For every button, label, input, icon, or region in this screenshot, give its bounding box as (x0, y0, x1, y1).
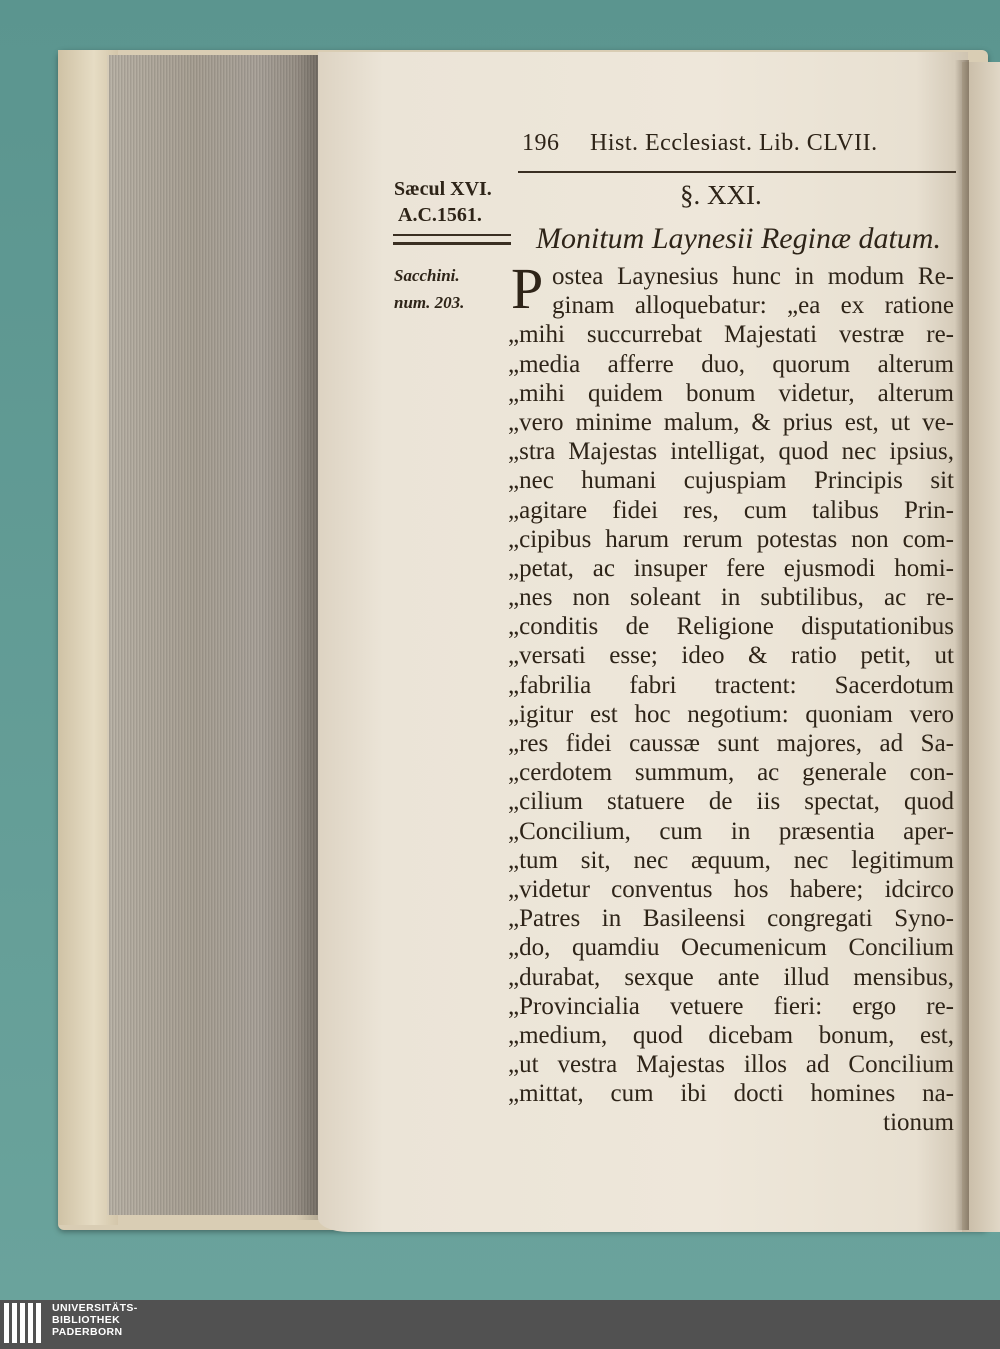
page-fore-edge (107, 55, 321, 1215)
text-line: „mihi quidem bonum videtur, alterum (508, 379, 954, 407)
text-line: „Patres in Basileensi congregati Syno- (508, 905, 954, 933)
margin-source: Sacchini. (394, 266, 460, 285)
text-line: „cilium statuere de iis spectat, quod (508, 788, 954, 816)
library-name (52, 1302, 138, 1338)
text-line: „Concilium, cum in præsentia aper- (508, 817, 954, 845)
text-line: „petat, ac insuper fere ejusmodi homi- (508, 554, 954, 582)
section-heading: Monitum Laynesii Reginæ datum. (536, 222, 941, 255)
running-header (522, 130, 956, 164)
library-logo-icon (4, 1303, 44, 1343)
text-line: ostea Laynesius hunc in modum Re- (552, 263, 954, 290)
drop-capital: P (511, 256, 544, 321)
page-gutter-shadow (955, 60, 969, 1230)
page-number: 196 (522, 130, 560, 156)
margin-rule (393, 234, 511, 245)
text-line: „fabrilia fabri tractent: Sacerdotum (508, 671, 954, 699)
library-name-line: PADERBORN (52, 1326, 123, 1338)
text-line: „cerdotem summum, ac generale con- (508, 759, 954, 787)
text-line: „do, quamdiu Oecumenicum Concilium (508, 934, 954, 962)
text-line: „durabat, sexque ante illud mensibus, (508, 963, 954, 991)
text-line: „agitare fidei res, cum talibus Prin- (508, 496, 954, 524)
header-rule (518, 171, 956, 173)
catchword: tionum (883, 1109, 954, 1137)
text-line: „nes non soleant in subtilibus, ac re- (508, 584, 954, 612)
text-line: „conditis de Religione disputationibus (508, 613, 954, 641)
text-line: „videtur conventus hos habere; idcirco (508, 875, 954, 903)
margin-saeculum: Sæcul XVI. (394, 178, 492, 200)
text-line: „mihi succurrebat Majestati vestræ re- (508, 321, 954, 349)
text-line: „ut vestra Majestas illos ad Concilium (508, 1051, 954, 1079)
body-text (508, 256, 954, 1138)
text-line: „res fidei caussæ sunt majores, ad Sa- (508, 730, 954, 757)
text-line: „igitur est hoc negotium: quoniam vero (508, 700, 954, 728)
text-line: ginam alloquebatur: „ea ex ratione (552, 292, 954, 320)
library-footer (0, 1300, 1000, 1349)
text-line: „Provincialia vetuere fieri: ergo re- (508, 992, 954, 1020)
text-line: „media afferre duo, quorum alterum (508, 350, 954, 378)
running-title: Hist. Ecclesiast. Lib. CLVII. (590, 130, 878, 156)
text-line: „mittat, cum ibi docti homines na- (508, 1080, 954, 1108)
text-line: „nec humani cujuspiam Principis sit (508, 467, 954, 495)
text-line: „tum sit, nec æquum, nec legitimum (508, 846, 954, 874)
margin-year: A.C.1561. (398, 204, 482, 226)
edge-shadow (296, 55, 320, 1220)
text-line: „cipibus harum rerum potestas non com- (508, 525, 954, 553)
text-line: „vero minime malum, & prius est, ut ve- (508, 408, 954, 436)
section-number: §. XXI. (680, 180, 762, 210)
margin-source-num: num. 203. (394, 293, 465, 312)
text-line: „stra Majestas intelligat, quod nec ipsius, (508, 438, 954, 466)
text-line: „versati esse; ideo & ratio petit, ut (508, 642, 954, 670)
library-name-line: UNIVERSITÄTS- (52, 1302, 138, 1314)
text-line: „medium, quod dicebam bonum, est, (508, 1021, 954, 1049)
library-name-line: BIBLIOTHEK (52, 1314, 121, 1326)
